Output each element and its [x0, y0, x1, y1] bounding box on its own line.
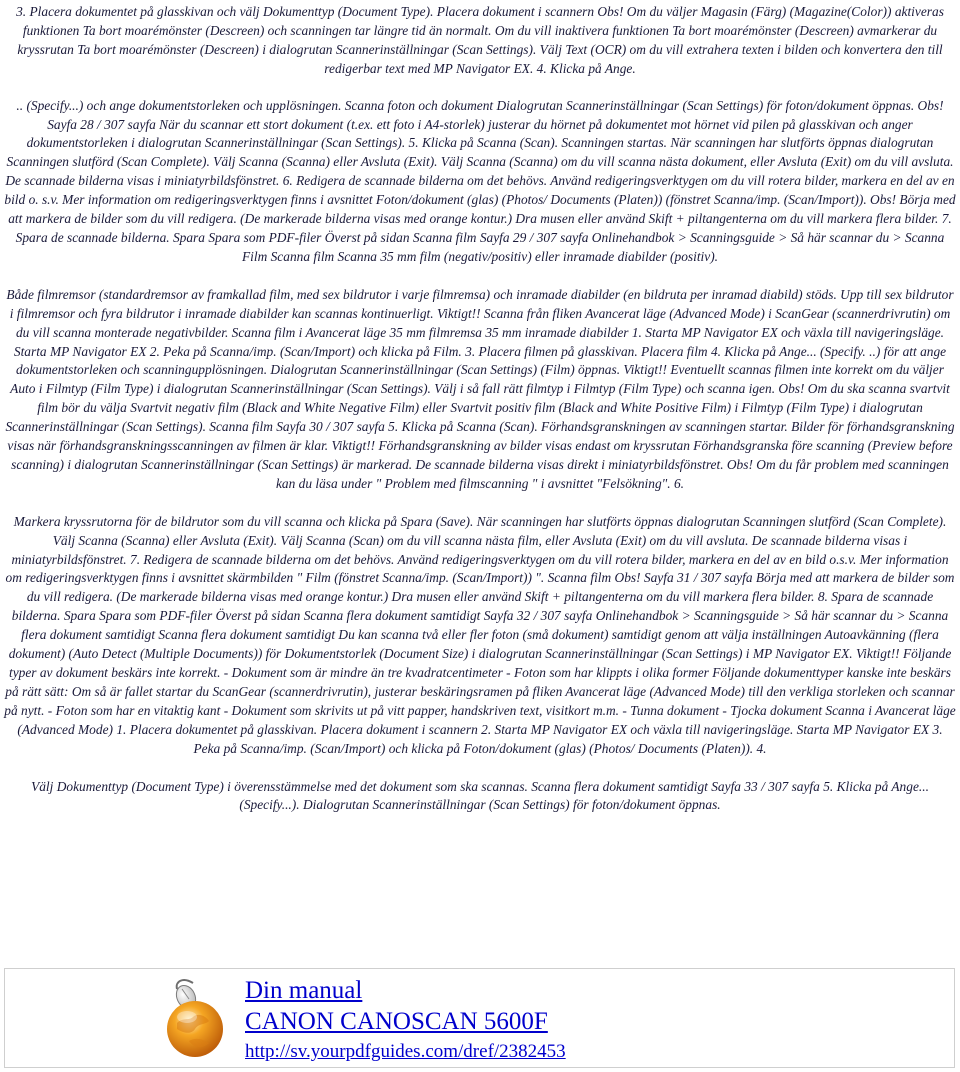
paragraph-2: .. (Specify...) och ange dokumentstorleken och upplösningen. Scanna foton och dokument Dialogrutan Scannerinställningar (Scan Settings) för foton/dokument öppnas. Obs! Sayfa 28 / 307 sayfa När du scannar ett stort dokument (t.ex. ett foto i A4-storlek) justerar du hörnet på dokumentet mot hörnet vid pilen på glasskivan och anger dokumentstorleken i dialogrutan Scannerinställningar (Scan Settings). 5. Klicka på Scanna (Scan). Scanningen startas. När scanningen har slutförts öppnas dialogrutan Scanningen slutförd (Scan Complete). Välj Scanna (Scanna) eller Avsluta (Exit). Välj Scanna (Scanna) om du vill scanna nästa dokument, eller Avsluta (Exit) om du vill avsluta. De scannade bilderna visas i miniatyrbildsfönstret. 6. Redigera de scannade bilderna om det behövs. Använd redigeringsverktygen om du vill rotera bilder, markera en del av en bild o. s.v. Mer information om redigeringsverktygen finns i avsnittet Foton/dokument (glas) (Photos/ Documents (Platen)) (fönstret Scanna/imp. (Scan/Import)). Obs! Börja med att markera de bilder som du vill redigera. (De markerade bilderna visas med orange kontur.) Dra musen eller använd Skift + piltangenterna om du vill markera flera bilder. 7. Spara de scannade bilderna. Spara Spara som PDF-filer Överst på sidan Scanna film Sayfa 29 / 307 sayfa Onlinehandbok > Scanningsguide > Så här scannar du > Scanna Film Scanna film Scanna 35 mm film (negativ/positiv) eller inramade diabilder (positiv).: [4, 97, 956, 264]
url-link[interactable]: http://sv.yourpdfguides.com/dref/2382453: [245, 1041, 566, 1062]
footer-links: [245, 975, 566, 1065]
paragraph-5: Välj Dokumenttyp (Document Type) i överensstämmelse med det dokument som ska scannas. Scanna flera dokument samtidigt Sayfa 33 / 307 sayfa 5. Klicka på Ange... (Specify...). Dialogrutan Scannerinställningar (Scan Settings) för foton/dokument öppnas.: [31, 778, 929, 813]
manual-footer: [4, 968, 955, 1068]
paragraph-3: Både filmremsor (standardremsor av framkallad film, med sex bildrutor i varje filmremsa) och inramade diabilder (en bildruta per inramad diabild) stöds. Upp till sex bildrutor i filmremsor och fyra bildrutor i inramade diabilder kan scannas kontinuerligt. Viktigt!! Scanna från fliken Avancerat läge (Advanced Mode) i ScanGear (scannerdrivrutin) om du vill scanna monterade negativbilder. Scanna film i Avancerat läge 35 mm filmremsa 35 mm inramade diabilder 1. Starta MP Navigator EX och växla till navigeringsläge. Starta MP Navigator EX 2. Peka på Scanna/imp. (Scan/Import) och klicka på Film. 3. Placera filmen på glasskivan. Placera film 4. Klicka på Ange... (Specify. ..) för att ange dokumentstorleken och scanningupplösningen. Dialogrutan Scannerinställningar (Scan Settings) (Film) öppnas. Viktigt!! Eventuellt scannas filmen inte korrekt om du väljer Auto i Filmtyp (Film Type) i dialogrutan Scannerinställningar (Scan Settings). Välj i så fall rätt filmtyp i Filmtyp (Film Type) och scanna igen. Obs! Om du ska scanna svartvit film bör du välja Svartvit negativ film (Black and White Negative Film) eller Svartvit positiv film (Black and White Positive Film) i Filmtyp (Film Type) i dialogrutan Scannerinställningar (Scan Settings). Scanna film Sayfa 30 / 307 sayfa 5. Klicka på Scanna (Scan). Förhandsgranskningen av scanningen startar. Bilder för förhandsgranskning visas när förhandsgranskningsscanningen av filmen är klar. Viktigt!! Förhandsgranskning av bilder visas endast om kryssrutan Förhandsgranska före scanning (Preview before scanning) i dialogrutan Scannerinställningar (Scan Settings) är markerad. De scannade bilderna visas direkt i miniatyrbildsfönstret. Obs! Om du får problem med scanningen kan du läsa under " Problem med filmscanning " i avsnittet "Felsökning". 6.: [5, 286, 955, 491]
paragraph-1: 3. Placera dokumentet på glasskivan och välj Dokumenttyp (Document Type). Placera dokument i scannern Obs! Om du väljer Magasin (Färg) (Magazine(Color)) aktiveras funktionen Ta bort moarémönster (Descreen) och scanningen tar längre tid än normalt. Om du vill inaktivera funktionen Ta bort moarémönster (Descreen) avmarkerar du kryssrutan Ta bort moarémönster (Descreen) i dialogrutan Scannerinställningar (Scan Settings). Välj Text (OCR) om du vill extrahera texten i bilden och konvertera den till redigerbar text med MP Navigator EX. 4. Klicka på Ange.: [16, 4, 944, 76]
globe-mouse-icon: [153, 977, 237, 1061]
document-body: [4, 3, 956, 815]
paragraph-4: Markera kryssrutorna för de bildrutor som du vill scanna och klicka på Spara (Save). När scanningen har slutförts öppnas dialogrutan Scanningen slutförd (Scan Complete). Välj Scanna (Scanna) eller Avsluta (Exit). Välj Scanna (Scan) om du vill scanna nästa film, eller Avsluta (Exit) om du vill avsluta. De scannade bilderna visas i miniatyrbildsfönstret. 7. Redigera de scannade bilderna om det behövs. Använd redigeringsverktygen om du vill rotera bilder, markera en del av en bild o.s.v. Mer information om redigeringsverktygen finns i avsnittet skärmbilden " Film (fönstret Scanna/imp. (Scan/Import)) ". Scanna film Obs! Sayfa 31 / 307 sayfa Börja med att markera de bilder som du vill redigera. (De markerade bilderna visas med orange kontur.) Dra musen eller använd Skift + piltangenterna om du vill markera flera bilder. 8. Spara de scannade bilderna. Spara Spara som PDF-filer Överst på sidan Scanna flera dokument samtidigt Sayfa 32 / 307 sayfa Onlinehandbok > Scanningsguide > Så här scannar du > Scanna flera dokument samtidigt Scanna flera dokument samtidigt Du kan scanna två eller fler foton (små dokument) samtidigt genom att välja inställningen Autoavkänning (flera dokument) (Auto Detect (Multiple Documents)) för Dokumentstorlek (Document Size) i dialogrutan Scannerinställningar (Scan Settings) i MP Navigator EX. Viktigt!! Följande typer av dokument beskärs inte korrekt. - Dokument som är mindre än tre kvadratcentimeter - Foton som har klippts i olika former Följande dokumenttyper kanske inte beskärs på rätt sätt: Om så är fallet startar du ScanGear (scannerdrivrutin), justerar beskäringsramen på fliken Avancerat läge (Advanced Mode) till den verkliga storleken och scannar på nytt. - Foton som har en vitaktig kant - Dokument som skrivits ut på vitt papper, handskriven text, visitkort m.m. - Tunna dokument - Tjocka dokument Scanna i Avancerat läge (Advanced Mode) 1. Placera dokumentet på glasskivan. Placera dokument i scannern 2. Starta MP Navigator EX och växla till navigeringsläge. Starta MP Navigator EX 3. Peka på Scanna/imp. (Scan/Import) och klicka på Foton/dokument (glas) (Photos/ Documents (Platen)). 4.: [4, 513, 956, 756]
manual-link[interactable]: Din manual: [245, 977, 363, 1004]
product-link[interactable]: CANON CANOSCAN 5600F: [245, 1008, 548, 1035]
